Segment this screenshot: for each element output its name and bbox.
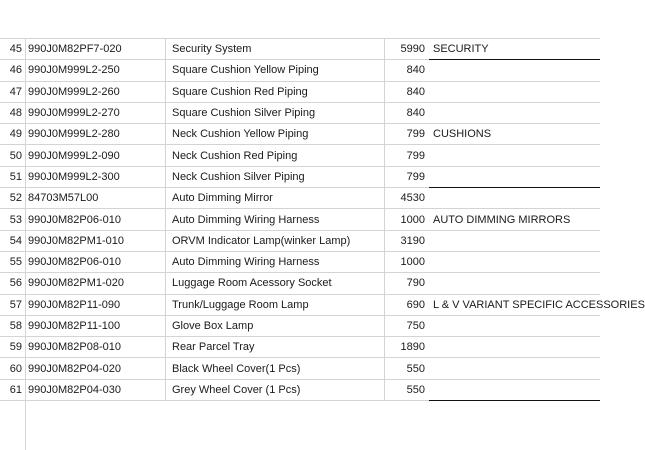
price-cell[interactable]: 840	[385, 81, 430, 102]
row-number[interactable]: 51	[0, 166, 25, 187]
table-row[interactable]	[0, 188, 600, 209]
price-cell[interactable]: 799	[385, 145, 430, 166]
row-number[interactable]: 60	[0, 358, 25, 379]
category-cell[interactable]	[429, 166, 600, 187]
row-number[interactable]: 54	[0, 230, 25, 251]
part-number-cell[interactable]: 990J0M82P06-010	[25, 251, 166, 272]
row-number[interactable]: 59	[0, 337, 25, 358]
row-number[interactable]: 52	[0, 188, 25, 209]
description-cell[interactable]: ORVM Indicator Lamp(winker Lamp)	[166, 230, 385, 251]
category-cell[interactable]	[429, 145, 600, 166]
category-cell[interactable]: CUSHIONS	[429, 124, 600, 145]
price-cell[interactable]: 840	[385, 60, 430, 81]
table-row[interactable]	[0, 358, 600, 379]
price-cell[interactable]: 5990	[385, 39, 430, 60]
description-cell[interactable]: Auto Dimming Mirror	[166, 188, 385, 209]
category-cell[interactable]	[429, 60, 600, 81]
row-number[interactable]: 55	[0, 251, 25, 272]
table-row[interactable]	[0, 209, 600, 230]
row-number[interactable]: 58	[0, 315, 25, 336]
row-number[interactable]: 53	[0, 209, 25, 230]
part-number-cell[interactable]: 990J0M82P04-020	[25, 358, 166, 379]
part-number-cell[interactable]: 990J0M82PF7-020	[25, 39, 166, 60]
description-cell[interactable]: Security System	[166, 39, 385, 60]
table-row[interactable]	[0, 81, 600, 102]
table-row[interactable]	[0, 124, 600, 145]
description-cell[interactable]: Glove Box Lamp	[166, 315, 385, 336]
description-cell[interactable]: Neck Cushion Red Piping	[166, 145, 385, 166]
part-number-cell[interactable]: 990J0M999L2-090	[25, 145, 166, 166]
table-row[interactable]	[0, 60, 600, 81]
description-cell[interactable]: Auto Dimming Wiring Harness	[166, 251, 385, 272]
description-cell[interactable]: Auto Dimming Wiring Harness	[166, 209, 385, 230]
category-cell[interactable]	[429, 230, 600, 251]
part-number-cell[interactable]: 990J0M999L2-260	[25, 81, 166, 102]
price-cell[interactable]: 550	[385, 379, 430, 400]
description-cell[interactable]: Rear Parcel Tray	[166, 337, 385, 358]
table-row[interactable]	[0, 315, 600, 336]
description-cell[interactable]: Trunk/Luggage Room Lamp	[166, 294, 385, 315]
category-cell[interactable]	[429, 315, 600, 336]
spreadsheet	[0, 38, 645, 401]
part-number-cell[interactable]: 990J0M82P11-090	[25, 294, 166, 315]
table-row[interactable]	[0, 273, 600, 294]
part-number-cell[interactable]: 990J0M82P08-010	[25, 337, 166, 358]
table-row[interactable]	[0, 337, 600, 358]
row-number[interactable]: 50	[0, 145, 25, 166]
parts-table-body	[0, 39, 645, 401]
row-number[interactable]: 47	[0, 81, 25, 102]
part-number-cell[interactable]: 990J0M82P06-010	[25, 209, 166, 230]
row-number-gutter-line	[25, 38, 26, 450]
row-number[interactable]: 45	[0, 39, 25, 60]
row-number[interactable]: 49	[0, 124, 25, 145]
category-cell[interactable]: AUTO DIMMING MIRRORS	[429, 209, 600, 230]
description-cell[interactable]: Square Cushion Red Piping	[166, 81, 385, 102]
category-cell[interactable]: SECURITY	[429, 39, 600, 60]
category-cell[interactable]	[429, 102, 600, 123]
price-cell[interactable]: 4530	[385, 188, 430, 209]
price-cell[interactable]: 840	[385, 102, 430, 123]
price-cell[interactable]: 1890	[385, 337, 430, 358]
price-cell[interactable]: 1000	[385, 251, 430, 272]
category-cell[interactable]	[429, 337, 600, 358]
row-number[interactable]: 61	[0, 379, 25, 400]
description-cell[interactable]: Neck Cushion Silver Piping	[166, 166, 385, 187]
part-number-cell[interactable]: 84703M57L00	[25, 188, 166, 209]
table-row[interactable]	[0, 251, 600, 272]
description-cell[interactable]: Black Wheel Cover(1 Pcs)	[166, 358, 385, 379]
parts-table	[0, 38, 645, 401]
part-number-cell[interactable]: 990J0M999L2-270	[25, 102, 166, 123]
part-number-cell[interactable]: 990J0M82P04-030	[25, 379, 166, 400]
category-cell[interactable]: L & V VARIANT SPECIFIC ACCESSORIES	[429, 294, 600, 315]
category-cell[interactable]	[429, 273, 600, 294]
part-number-cell[interactable]: 990J0M82PM1-020	[25, 273, 166, 294]
category-cell[interactable]	[429, 188, 600, 209]
row-number[interactable]: 57	[0, 294, 25, 315]
category-cell[interactable]	[429, 251, 600, 272]
part-number-cell[interactable]: 990J0M82P11-100	[25, 315, 166, 336]
price-cell[interactable]: 690	[385, 294, 430, 315]
description-cell[interactable]: Neck Cushion Yellow Piping	[166, 124, 385, 145]
price-cell[interactable]: 799	[385, 124, 430, 145]
table-row[interactable]	[0, 145, 600, 166]
part-number-cell[interactable]: 990J0M999L2-250	[25, 60, 166, 81]
description-cell[interactable]: Square Cushion Yellow Piping	[166, 60, 385, 81]
row-number[interactable]: 56	[0, 273, 25, 294]
table-row[interactable]	[0, 294, 600, 315]
row-number[interactable]: 48	[0, 102, 25, 123]
table-row[interactable]	[0, 166, 600, 187]
price-cell[interactable]: 1000	[385, 209, 430, 230]
price-cell[interactable]: 550	[385, 358, 430, 379]
table-row[interactable]	[0, 379, 600, 400]
table-row[interactable]	[0, 230, 600, 251]
description-cell[interactable]: Grey Wheel Cover (1 Pcs)	[166, 379, 385, 400]
row-number[interactable]: 46	[0, 60, 25, 81]
part-number-cell[interactable]: 990J0M82PM1-010	[25, 230, 166, 251]
table-row[interactable]	[0, 102, 600, 123]
category-cell[interactable]	[429, 81, 600, 102]
price-cell[interactable]: 790	[385, 273, 430, 294]
table-row[interactable]	[0, 39, 600, 60]
price-cell[interactable]: 750	[385, 315, 430, 336]
price-cell[interactable]: 799	[385, 166, 430, 187]
part-number-cell[interactable]: 990J0M999L2-300	[25, 166, 166, 187]
description-cell[interactable]: Luggage Room Acessory Socket	[166, 273, 385, 294]
description-cell[interactable]: Square Cushion Silver Piping	[166, 102, 385, 123]
price-cell[interactable]: 3190	[385, 230, 430, 251]
category-cell[interactable]	[429, 379, 600, 400]
category-cell[interactable]	[429, 358, 600, 379]
part-number-cell[interactable]: 990J0M999L2-280	[25, 124, 166, 145]
